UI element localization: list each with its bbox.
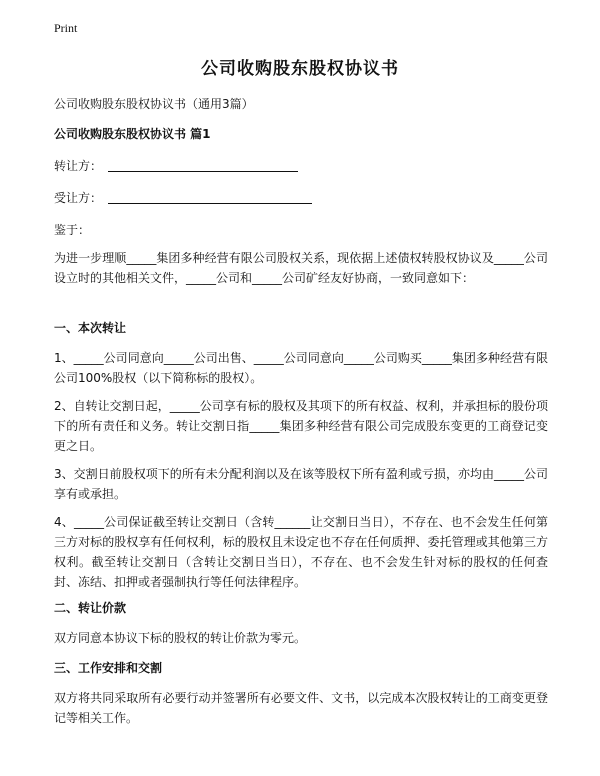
transferee-label: 受让方： [54, 191, 103, 205]
clause-4: 4、_____公司保证截至转让交割日（含转______让交割日当日），不存在、也不会发生任何第三方对标的股权享有任何权利，标的股权且未设定也不存在任何质押、委托管理或其他第三方权利。截至转让交割日（含转让交割日当日），不存在、也不会发生针对标的股权的任何查封、冻结、扣押或者强制执行等任何法律程序。 [54, 515, 548, 589]
print-link[interactable]: Print [54, 21, 78, 35]
clause-1: 1、_____公司同意向_____公司出售、_____公司同意向_____公司购买_____集团多种经营有限公司100%股权（以下简称标的股权）。 [54, 351, 548, 385]
section3-heading: 三、工作安排和交割 [54, 661, 163, 675]
clause-2: 2、自转让交割日起，_____公司享有标的股权及其项下的所有权益、权利，并承担标的股份项下的所有责任和义务。转让交割日指_____集团多种经营有限公司完成股东变更的工商登记变更之日。 [54, 399, 548, 453]
transferor-row [54, 156, 550, 176]
price-paragraph: 双方同意本协议下标的股权的转让价款为零元。 [54, 631, 307, 645]
whereas-label: 鉴于： [54, 223, 91, 237]
transferor-blank-line [108, 157, 298, 172]
transferee-row [54, 188, 550, 208]
transferor-label: 转让方： [54, 159, 103, 173]
transferee-blank-line [108, 189, 312, 204]
document-subtitle: 公司收购股东股权协议书（通用3篇） [54, 97, 254, 111]
section1-heading: 一、本次转让 [54, 321, 127, 335]
clause-3: 3、交割日前股权项下的所有未分配利润以及在该等股权下所有盈利或亏损，亦均由_____公司享有或承担。 [54, 467, 548, 501]
work-paragraph: 双方将共同采取所有必要行动并签署所有必要文件、文书，以完成本次股权转让的工商变更登记等相关工作。 [54, 691, 548, 725]
article-heading: 公司收购股东股权协议书 篇1 [54, 127, 211, 141]
intro-paragraph: 为进一步理顺_____集团多种经营有限公司股权关系，现依据上述债权转股权协议及_____公司设立时的其他相关文件，_____公司和_____公司矿经友好协商，一致同意如下： [54, 251, 548, 285]
section2-heading: 二、转让价款 [54, 601, 127, 615]
document-title: 公司收购股东股权协议书 [201, 59, 399, 79]
